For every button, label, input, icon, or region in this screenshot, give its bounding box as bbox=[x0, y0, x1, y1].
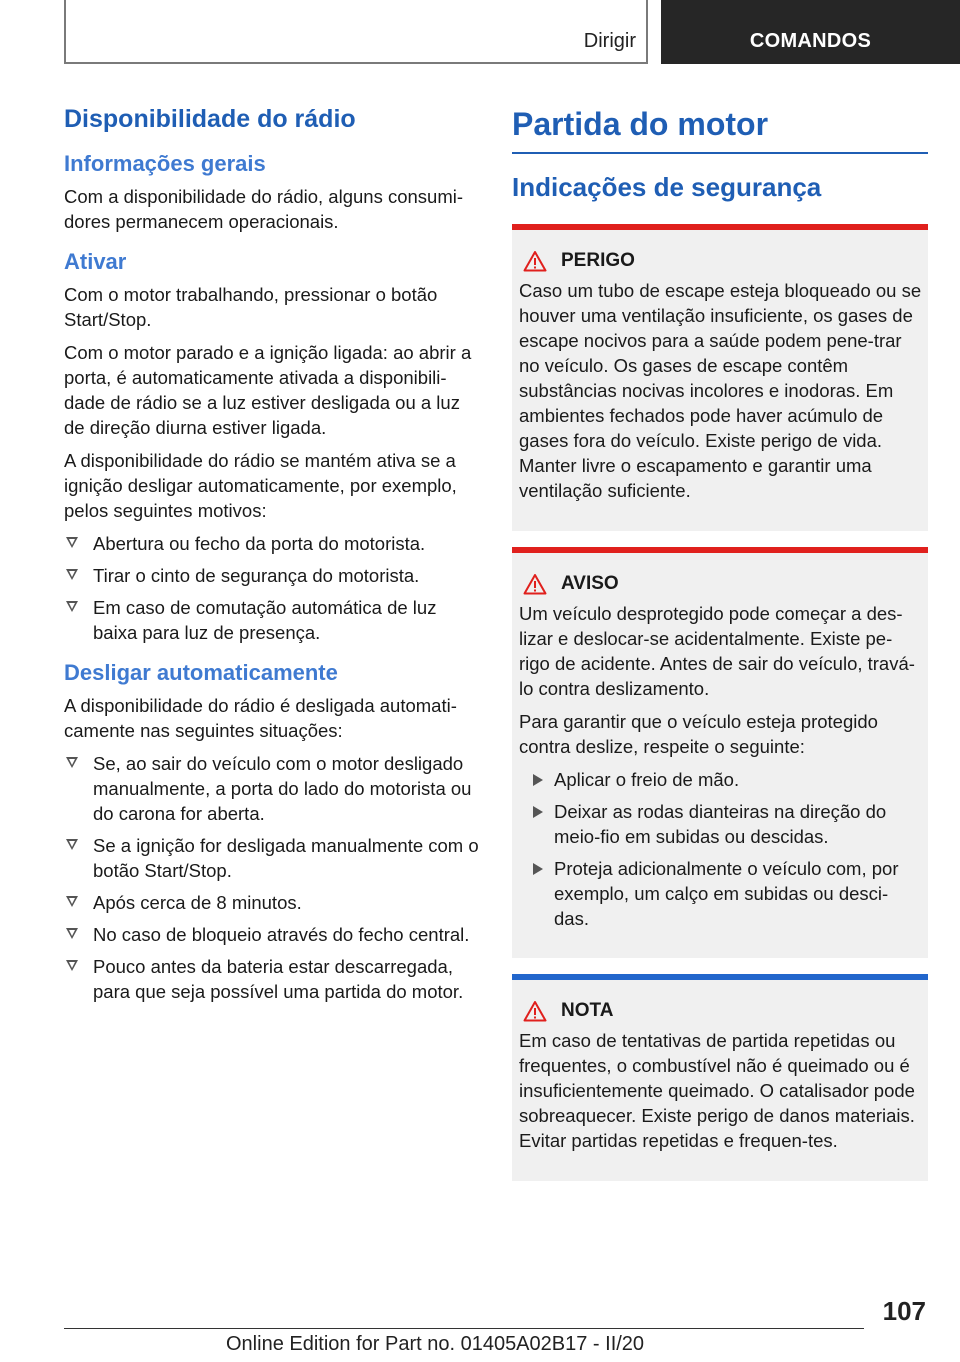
bullet-triangle-icon bbox=[66, 537, 78, 548]
warning-label: AVISO bbox=[561, 573, 619, 594]
activate-list bbox=[64, 531, 482, 645]
list-item: Proteja adicionalmente o veículo com, por exemplo, um calço em subidas ou desci-das. bbox=[519, 856, 922, 931]
bullet-triangle-icon bbox=[66, 757, 78, 768]
warning-triangle-icon bbox=[523, 250, 547, 272]
left-column bbox=[64, 102, 482, 1012]
list-item: Em caso de comutação automática de luz baixa para luz de presença. bbox=[64, 595, 482, 645]
list-item: Tirar o cinto de segurança do motorista. bbox=[64, 563, 482, 588]
bullet-triangle-icon bbox=[533, 806, 543, 818]
list-item: Após cerca de 8 minutos. bbox=[64, 890, 482, 915]
bullet-triangle-icon bbox=[66, 839, 78, 850]
activate-paragraph-3: A disponibilidade do rádio se mantém ativa se a ignição desligar automaticamente, por exemplo, pelos seguintes motivos: bbox=[64, 450, 457, 521]
safety-heading: Indicações de segurança bbox=[512, 172, 822, 202]
note-box bbox=[512, 974, 928, 1181]
list-item: No caso de bloqueio através do fecho central. bbox=[64, 922, 482, 947]
danger-box bbox=[512, 224, 928, 531]
footer-edition: Online Edition for Part no. 01405A02B17 - II/20 bbox=[226, 1333, 645, 1355]
note-text: Em caso de tentativas de partida repetidas ou frequentes, o combustível não é queimado ou é insuficientemente queimado. O catalisador pode sobreaquecer. Existe perigo de danos materiais. Evitar partidas repetidas e frequen-tes. bbox=[519, 1030, 915, 1151]
bullet-triangle-icon bbox=[533, 774, 543, 786]
warning-text-2: Para garantir que o veículo esteja protegido contra deslize, respeite o seguinte: bbox=[519, 711, 878, 757]
activate-heading: Ativar bbox=[64, 249, 127, 274]
list-item: Pouco antes da bateria estar descarregada, para que seja possível uma partida do motor. bbox=[64, 954, 482, 1004]
warning-text-1: Um veículo desprotegido pode começar a des-lizar e deslocar-se acidentalmente. Existe pe-rigo de acidente. Antes de sair do veículo, travá-lo contra deslizamento. bbox=[519, 603, 915, 699]
footer-divider bbox=[64, 1328, 864, 1329]
warning-header bbox=[523, 571, 922, 597]
list-item: Se a ignição for desligada manualmente com o botão Start/Stop. bbox=[64, 833, 482, 883]
warning-box bbox=[512, 547, 928, 958]
bullet-triangle-icon bbox=[66, 569, 78, 580]
bullet-triangle-icon bbox=[533, 863, 543, 875]
header-section-title: Dirigir bbox=[583, 30, 636, 52]
activate-paragraph-1: Com o motor trabalhando, pressionar o botão Start/Stop. bbox=[64, 284, 438, 330]
auto-off-text: A disponibilidade do rádio é desligada automati-camente nas seguintes situações: bbox=[64, 695, 457, 741]
engine-start-title: Partida do motor bbox=[512, 102, 928, 154]
danger-header bbox=[523, 248, 922, 274]
radio-readiness-title: Disponibilidade do rádio bbox=[64, 105, 356, 133]
warning-list bbox=[519, 767, 922, 931]
note-header bbox=[523, 998, 922, 1024]
bullet-triangle-icon bbox=[66, 601, 78, 612]
warning-triangle-icon bbox=[523, 1000, 547, 1022]
activate-paragraph-2: Com o motor parado e a ignição ligada: ao abrir a porta, é automaticamente ativada a disponibili-dade de rádio se a luz estiver desligada ou a luz de direção diurna estiver ligada. bbox=[64, 342, 472, 438]
auto-off-list bbox=[64, 751, 482, 1004]
list-item: Se, ao sair do veículo com o motor desligado manualmente, a porta do lado do motorista ou do carona for aberta. bbox=[64, 751, 482, 826]
auto-off-heading: Desligar automaticamente bbox=[64, 660, 338, 685]
list-item: Aplicar o freio de mão. bbox=[519, 767, 922, 792]
bullet-triangle-icon bbox=[66, 960, 78, 971]
bullet-triangle-icon bbox=[66, 928, 78, 939]
page-number: 107 bbox=[882, 1296, 926, 1326]
danger-text: Caso um tubo de escape esteja bloqueado ou se houver uma ventilação insuficiente, os gases de escape nocivos para a saúde podem pene-trar no veículo. Os gases de escape contêm substâncias nocivas incolores e inodoras. Em ambientes fechados pode haver acúmulo de gases fora do veículo. Existe perigo de vida. Manter livre o escapamento e garantir uma ventilação suficiente. bbox=[519, 280, 922, 501]
list-item: Deixar as rodas dianteiras na direção do meio-fio em subidas ou descidas. bbox=[519, 799, 922, 849]
bullet-triangle-icon bbox=[66, 896, 78, 907]
general-info-heading: Informações gerais bbox=[64, 151, 266, 176]
list-item: Abertura ou fecho da porta do motorista. bbox=[64, 531, 482, 556]
header-frame bbox=[64, 0, 648, 64]
general-info-text: Com a disponibilidade do rádio, alguns consumi-dores permanecem operacionais. bbox=[64, 186, 464, 232]
danger-label: PERIGO bbox=[561, 250, 635, 271]
note-label: NOTA bbox=[561, 1000, 614, 1021]
header-chapter-tab: COMANDOS bbox=[661, 0, 960, 64]
right-column bbox=[512, 102, 928, 1181]
warning-triangle-icon bbox=[523, 573, 547, 595]
